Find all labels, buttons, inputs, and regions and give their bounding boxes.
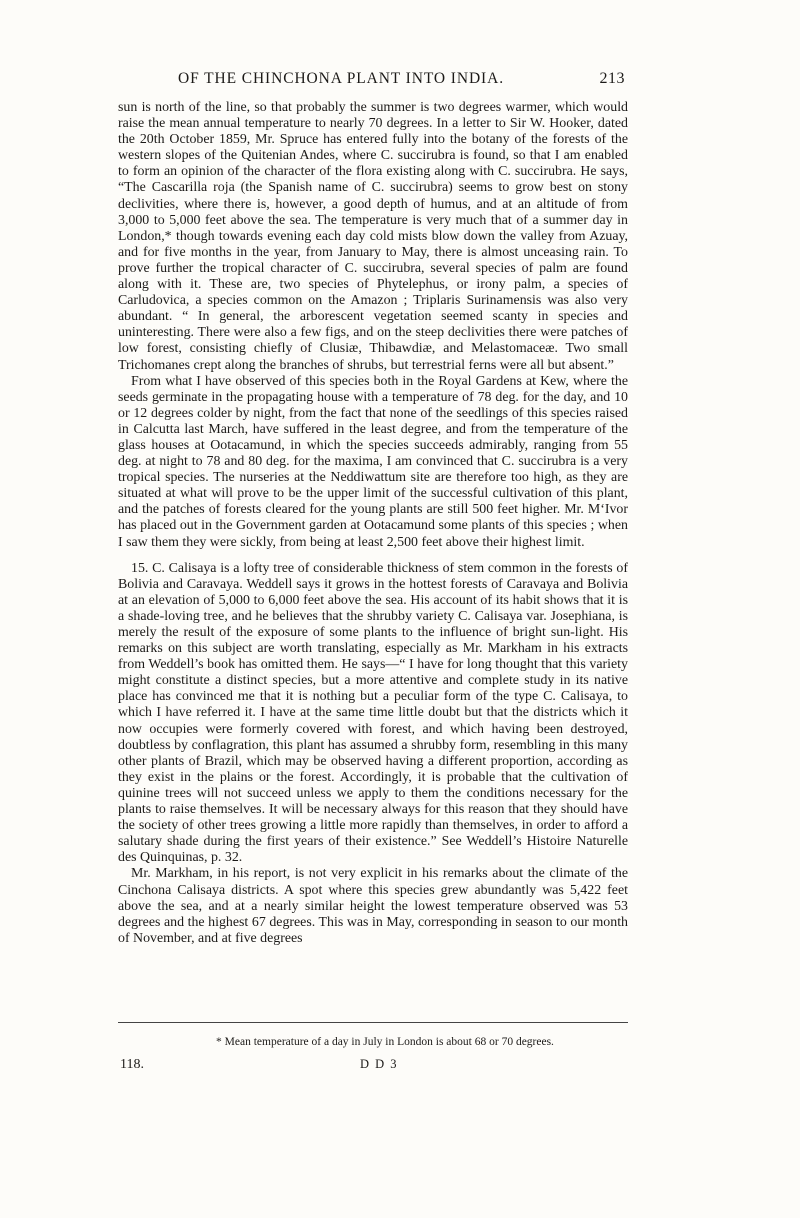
paragraph-markham-report: Mr. Markham, in his report, is not very explicit in his remarks about the climate of the Cinchona Calisaya districts. A spot where this species grew abundantly was 5,422 feet above the sea, and at a nearly similar height the lowest temperature observed was 53 degrees and the highest 67 degrees. This was in May, corresponding in season to our month of November, and at five degrees (118, 866, 628, 946)
paragraph-calisaya: 15. C. Calisaya is a lofty tree of considerable thickness of stem common in the forests of Bolivia and Caravaya. Weddell says it grows in the hottest forests of Caravaya and Bolivia at an elevation of 5,000 to 6,000 feet above the sea. His account of its habit shows that it is a shade-loving tree, and he believes that the shrubby variety C. Calisaya var. Josephiana, is merely the result of the exposure of some plants to the influence of bright sun-light. His remarks on this subject are worth translating, especially as Mr. Markham in his extracts from Weddell’s book has omitted them. He says—“ I have for long thought that this variety might constitute a distinct species, but a more attentive and complete study in its native place has convinced me that it is nothing but a peculiar form of the type C. Calisaya, to which I have referred it. I have at the same time little doubt but that the districts which it now occupies were formerly covered with forest, and which having been destroyed, doubtless by conflagration, this plant has assumed a shrubby form, resembling in this many other plants of Brazil, which may be observed having a different proportion, according as they exist in the plains or the forest. Accordingly, it is probable that the cultivation of quinine trees will not succeed unless we apply to them the conditions necessary for the plants to raise themselves. It will be necessary always for this reason that they should have the society of other trees growing a little more rapidly than themselves, in order to afford a salutary shade during the first years of their existence.” See Weddell’s Histoire Naturelle des Quinquinas, p. 32. (118, 560, 628, 866)
body-text (118, 100, 628, 947)
paragraph-kew-observations: From what I have observed of this species both in the Royal Gardens at Kew, where the seeds germinate in the propagating house with a temperature of 78 deg. for the day, and 10 or 12 degrees colder by night, from the fact that none of the seedlings of this species raised in Calcutta last March, have suffered in the least degree, and from the temperature of the glass houses at Ootacamund, in which the species succeeds admirably, ranging from 55 deg. at night to 78 and 80 deg. for the maxima, I am convinced that C. succirubra is a very tropical species. The nurseries at the Neddiwattum site are therefore too high, as they are situated at what will prove to be the upper limit of the successful cultivation of this plant, and the patches of forests cleared for the young plants are still 500 feet higher. Mr. M‘Ivor has placed out in the Government garden at Ootacamund some plants of this species ; when I saw them they were sickly, from being at least 2,500 feet above their highest limit. (118, 373, 628, 550)
signature-mark: 118. (120, 1057, 144, 1072)
footnote-rule (118, 1022, 628, 1023)
running-title: OF THE CHINCHONA PLANT INTO INDIA. (178, 70, 504, 87)
footnote: * Mean temperature of a day in July in London is about 68 or 70 degrees. (216, 1036, 554, 1048)
paragraph-continuation: sun is north of the line, so that probably the summer is two degrees warmer, which would raise the mean annual temperature to nearly 70 degrees. In a letter to Sir W. Hooker, dated the 20th October 1859, Mr. Spruce has entered fully into the botany of the forests of the western slopes of the Quitenian Andes, where C. succirubra is found, so that I am enabled to form an opinion of the character of the flora existing along with C. succirubra. He says, “The Cascarilla roja (the Spanish name of C. succirubra) seems to grow best on stony declivities, where there is, however, a good depth of humus, and at an altitude of from 3,000 to 5,000 feet above the sea. The temperature is very much that of a summer day in London,* though towards evening each day cold mists blow down the valley from Azuay, and for five months in the year, from January to May, there is almost unceasing rain. To prove further the tropical character of C. succirubra, several species of palm are found along with it. These are, two species of Phytelephus, or irony palm, a species of Carludovica, a species common on the Amazon ; Triplaris Surinamensis was also very abundant. “ In general, the arborescent vegetation seemed scanty in species and uninteresting. There were also a few figs, and on the steep declivities there were patches of low forest, consisting chiefly of Clusiæ, Thibawdiæ, and Melastomaceæ. Two small Trichomanes crept along the branches of shrubs, but terrestrial ferns were all but absent.” (118, 100, 628, 373)
sheet-mark: D D 3 (360, 1057, 399, 1071)
running-head (120, 70, 625, 90)
page-number: 213 (599, 70, 625, 87)
